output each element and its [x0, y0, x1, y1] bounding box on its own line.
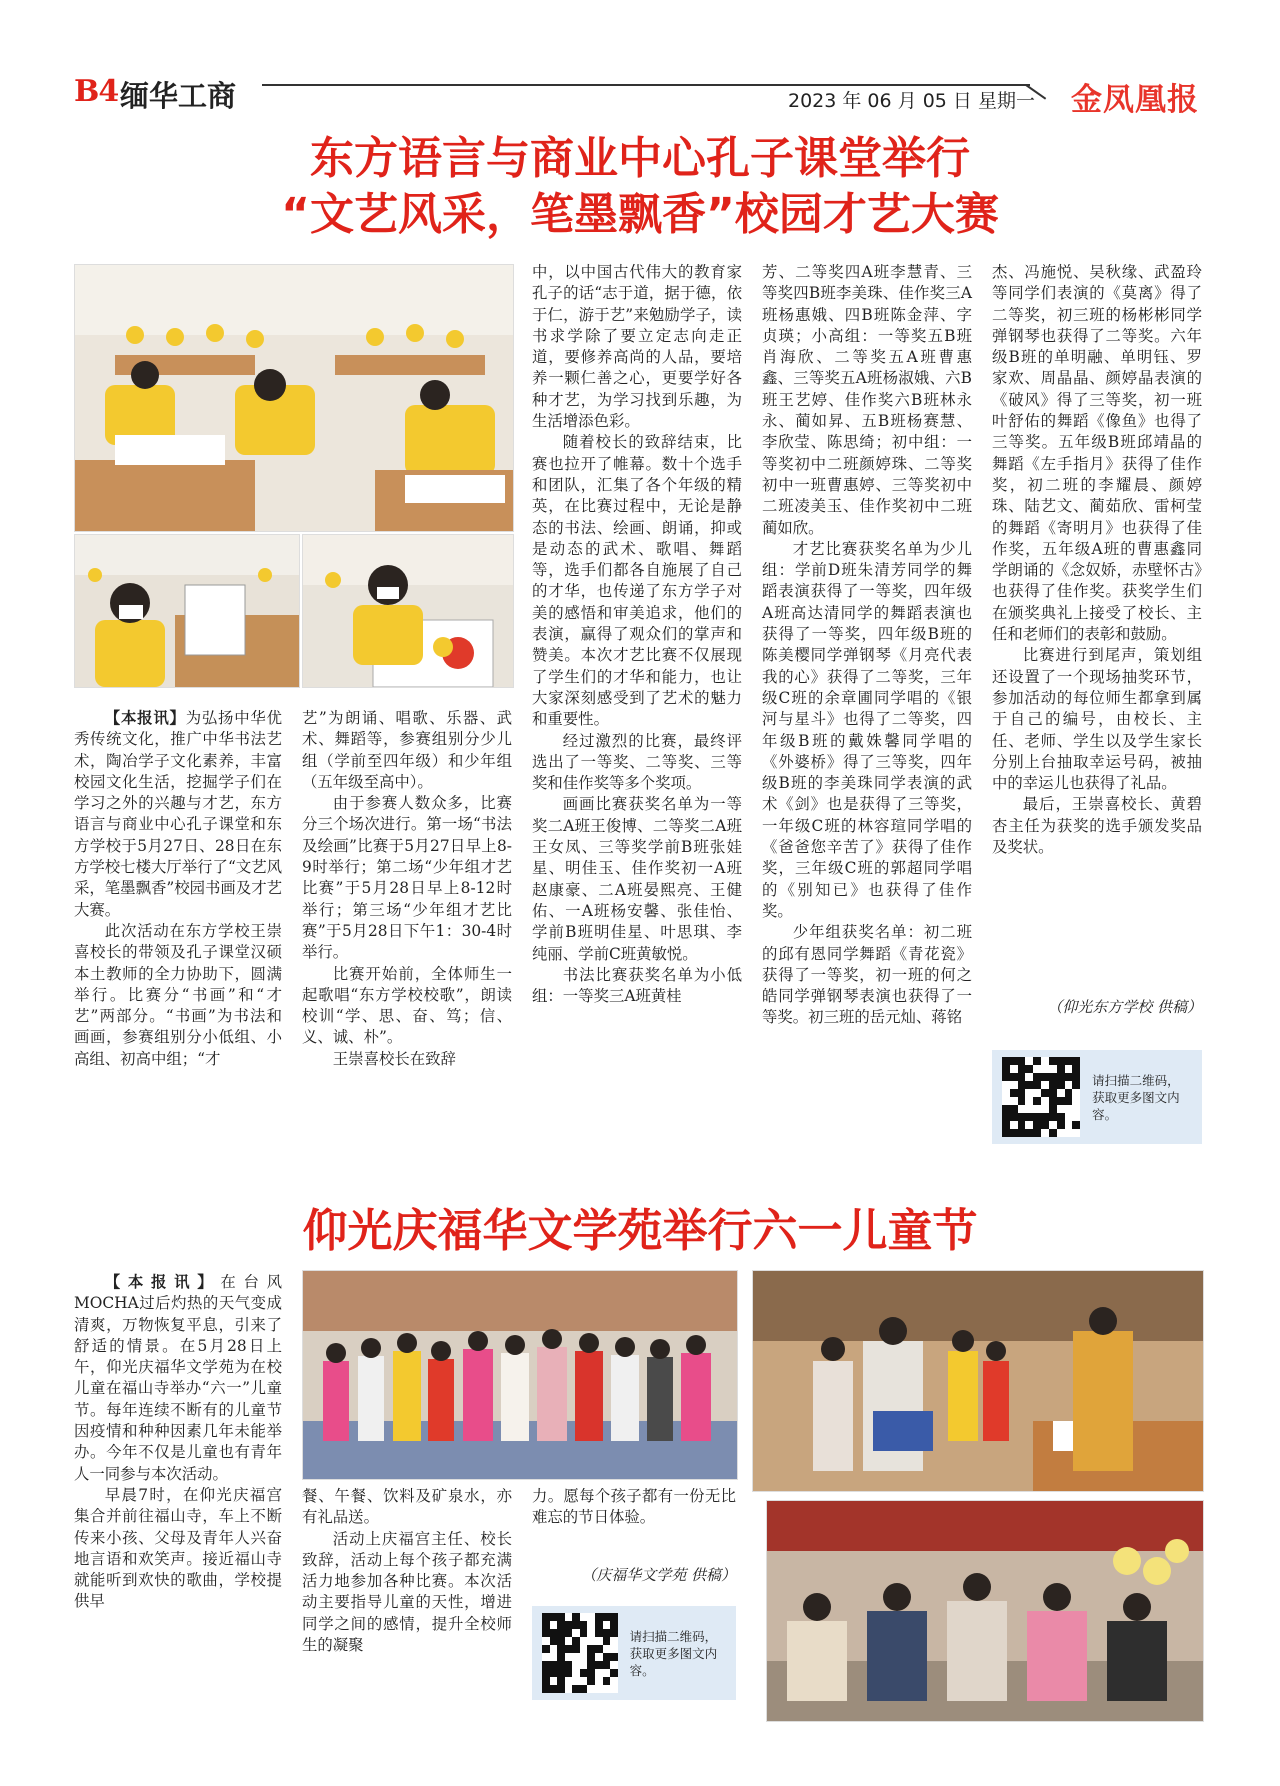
article1-credit: （仰光东方学校 供稿） — [1047, 998, 1202, 1016]
article1-paragraph: 画画比赛获奖名单为一等奖二A班王俊博、二等奖二A班王女凤、三等奖学前B班张娃星、明佳玉、佳作奖初一A班 赵康豪、二A班晏熙亮、王健佑、一A班杨安馨、张佳怡、学前B班明佳星、叶思琪、李纯丽、学前C班黄敏悦。 — [532, 795, 742, 963]
article2-paragraph: 餐、午餐、饮料及矿泉水，亦有礼品送。 — [302, 1487, 512, 1527]
article2-title: 仰光庆福华文学苑举行六一儿童节 — [302, 1204, 978, 1257]
article2-paragraph: 活动上庆福宫主任、校长致辞，活动上每个孩子都充满活力地参加各种比赛。本次活动主要指导儿童的天性，增进同学之间的感情，提升全校师生的凝聚 — [302, 1529, 512, 1655]
qr-caption: 请扫描二维码， 获取更多图文内容。 — [629, 1628, 718, 1678]
newspaper-logo: 金凤凰报 — [1071, 81, 1199, 118]
page-number: B4 — [74, 74, 119, 109]
article1-paragraph: 比赛开始前，全体师生一起歌唱“东方学校校歌”，朗读校训“学、思、奋、笃；信、义、诚、朴”。 — [302, 964, 512, 1047]
photo-student-painting — [302, 534, 514, 688]
photo-student-writing — [74, 534, 300, 688]
article1-paragraph: 王崇喜校长在致辞 — [332, 1049, 456, 1068]
article1-paragraph: 芳、二等奖四A班李慧青、三等奖四B班李美珠、佳作奖三A班杨惠娥、四B班陈金萍、字贞瑛；小高组：一等奖五B班肖海欣、二等奖五A班曹惠鑫、三等奖五A班杨淑娥、六B班王艺婷、佳作奖六B班林永永、蔺如昇、五B班杨赛慧、李欣莹、陈思绮；初中组：一等奖初中二班颜婷珠、二等奖初中一班曹惠婷、三等奖初中二班凌美玉、佳作奖初中二班蔺如欣。 — [762, 263, 972, 537]
article1-paragraph: 经过激烈的比赛，最终评选出了一等奖、二等奖、三等奖和佳作奖等多个奖项。 — [532, 731, 742, 793]
article2-column-3 — [532, 1486, 736, 1529]
qr-code-icon[interactable] — [542, 1613, 618, 1693]
article1-paragraph: 最后，王崇喜校长、黄碧杏主任为获奖的选手颁发奖品及奖状。 — [992, 795, 1202, 857]
news-tag: 【本报讯】 — [104, 709, 186, 727]
article1-qr-panel[interactable] — [992, 1050, 1202, 1144]
qr-code-icon[interactable] — [1002, 1057, 1080, 1137]
article2-paragraph: 早晨7时，在仰光庆福宫集合并前往福山寺，车上不断传来小孩、父母及青年人兴奋地言语和欢笑声。接近福山寺就能听到欢快的歌曲，学校提供早 — [74, 1485, 282, 1611]
article1-column-4 — [762, 262, 972, 1029]
article1-column-3 — [532, 262, 742, 1007]
article1-paragraph: 由于参赛人数众多，比赛分三个场次进行。第一场“书法及绘画”比赛于5月27日早上8-9时举行；第二场“少年组才艺比赛”于5月28日早上8-12时举行；第三场“少年组才艺比赛”于5月28日下午1：30-4时举行。 — [302, 794, 512, 962]
section-name: 缅华工商 — [120, 79, 237, 113]
qr-caption: 请扫描二维码， 获取更多图文内容。 — [1092, 1072, 1180, 1122]
article1-paragraph: 随着校长的致辞结束，比赛也拉开了帷幕。数十个选手和团队，汇集了各个年级的精英，在比赛过程中，无论是静态的书法、绘画、朗诵，抑或是动态的武术、歌唱、舞蹈等，选手们都各自施展了自己的才华，也传递了东方学子对美的感悟和审美追求，他们的表演，赢得了观众们的掌声和赞美。本次才艺比赛不仅展现了学生们的才华和能力，也让大家深刻感受到了艺术的魅力和重要性。 — [532, 433, 742, 729]
article1-paragraph: 少年组获奖名单：初二班的邱有恩同学舞蹈《青花瓷》获得了一等奖，初一班的何之皓同学弹钢琴表演也获得了一等奖。初三班的岳元灿、蒋铭 — [762, 923, 972, 1027]
article2-paragraph: 力。愿每个孩子都有一份无比难忘的节日体验。 — [532, 1487, 736, 1527]
article1-title-line1: 东方语言与商业中心孔子课堂举行 — [310, 133, 970, 184]
article1-paragraph: 比赛进行到尾声，策划组还设置了一个现场抽奖环节，参加活动的每位师生都拿到属于自己的编号，由校长、主任、老师、学生以及学生家长分别上台抽取幸运号码，被抽中的幸运儿也获得了礼品。 — [992, 646, 1202, 793]
photo-gift-distribution — [752, 1270, 1204, 1492]
article2-paragraph: 【本报讯】在台风MOCHA过后灼热的天气变成清爽，万物恢复平息，引来了舒适的情景。在5月28日上午，仰光庆福华文学苑为在校儿童在福山寺举办“六一”儿童节。每年连续不断有的儿童节因疫情和种种因素几年未能举办。今年不仅是儿童也有青年人一同参与本次活动。 — [74, 1273, 282, 1483]
article1-title-line2: “文艺风采，笔墨飘香”校园才艺大赛 — [281, 189, 999, 240]
issue-date: 2023 年 06 月 05 日 星期一 — [788, 90, 1035, 112]
news-tag: 【本报讯】 — [104, 1273, 221, 1291]
article1-paragraph: 书法比赛获奖名单为小低组：一等奖三A班黄桂 — [532, 965, 742, 1006]
article1-column-2 — [302, 708, 512, 1070]
article2-credit: （庆福华文学苑 供稿） — [581, 1566, 736, 1584]
article1-paragraph: 【本报讯】为弘扬中华优秀传统文化，推广中华书法艺术，陶冶学子文化素养，丰富校园文化生活，挖掘学子们在学习之外的兴趣与才艺，东方语言与商业中心孔子课堂和东方学校于5月27日、28日在东方学校七楼大厅举行了“文艺风采，笔墨飘香”校园书画及才艺大赛。 — [74, 709, 282, 919]
article1-column-1 — [74, 708, 282, 1070]
article1-column-5 — [992, 262, 1202, 858]
article2-qr-panel[interactable] — [532, 1606, 736, 1700]
article1-paragraph: 杰、冯施悦、吴秋缘、武盈玲等同学们表演的《莫离》得了二等奖，初三班的杨彬彬同学弹钢琴也获得了二等奖。六年级B班的单明融、单明钰、罗家欢、周晶晶、颜婷晶表演的《破风》得了三等奖，初一班叶舒佑的舞蹈《像鱼》也得了三等奖。五年级B班邱靖晶的舞蹈《左手指月》获得了佳作奖，初二班的李耀晨、颜婷珠、陆艺文、蔺茹欣、雷柯莹的舞蹈《寄明月》也获得了佳作奖，五年级A班的曹惠鑫同学朗诵的《念奴娇，赤壁怀古》也获得了佳作奖。获奖学生们在颁奖典礼上接受了校长、主任和老师们的表彰和鼓励。 — [992, 263, 1202, 644]
article2-column-1 — [74, 1272, 282, 1613]
article1-paragraph: 此次活动在东方学校王崇喜校长的带领及孔子课堂汉硕本土教师的全力协助下，圆满举行。比赛分“书画”和“才艺”两部分。“书画”为书法和画画，参赛组别分小低组、小高组、初高中组；“才 — [74, 921, 282, 1068]
article1-paragraph: 艺”为朗诵、唱歌、乐器、武术、舞蹈等，参赛组别分少儿组（学前至四年级）和少年组（五年级至高中）。 — [302, 709, 512, 791]
article2-column-2 — [302, 1486, 512, 1656]
photo-group-children — [302, 1270, 738, 1480]
photo-youth-group — [766, 1500, 1204, 1722]
photo-calligraphy-hall — [74, 264, 514, 532]
article1-paragraph: 才艺比赛获奖名单为少儿组：学前D班朱清芳同学的舞蹈表演获得了一等奖，四年级A班高达清同学的舞蹈表演也获得了一等奖，四年级B班的陈美樱同学弹钢琴《月亮代表我的心》获得了二等奖，三年级C班的余章圃同学唱的《银河与星斗》也得了二等奖，四年级B班的戴姝馨同学唱的《外婆桥》得了三等奖，四年级B班的李美珠同学表演的武术《剑》也是获得了三等奖，一年级C班的林容瑄同学唱的《爸爸您辛苦了》获得了佳作奖，三年级C班的郭超同学唱的《别知已》也获得了佳作奖。 — [762, 539, 972, 920]
article1-paragraph: 中，以中国古代伟大的教育家孔子的话“志于道，据于德，依于仁，游于艺”来勉励学子，读书求学除了要立定志向走正道，要修养高尚的人品，要培养一颗仁善之心，更要学好各种才艺，为学习找到乐趣，为生活增添色彩。 — [532, 263, 742, 431]
